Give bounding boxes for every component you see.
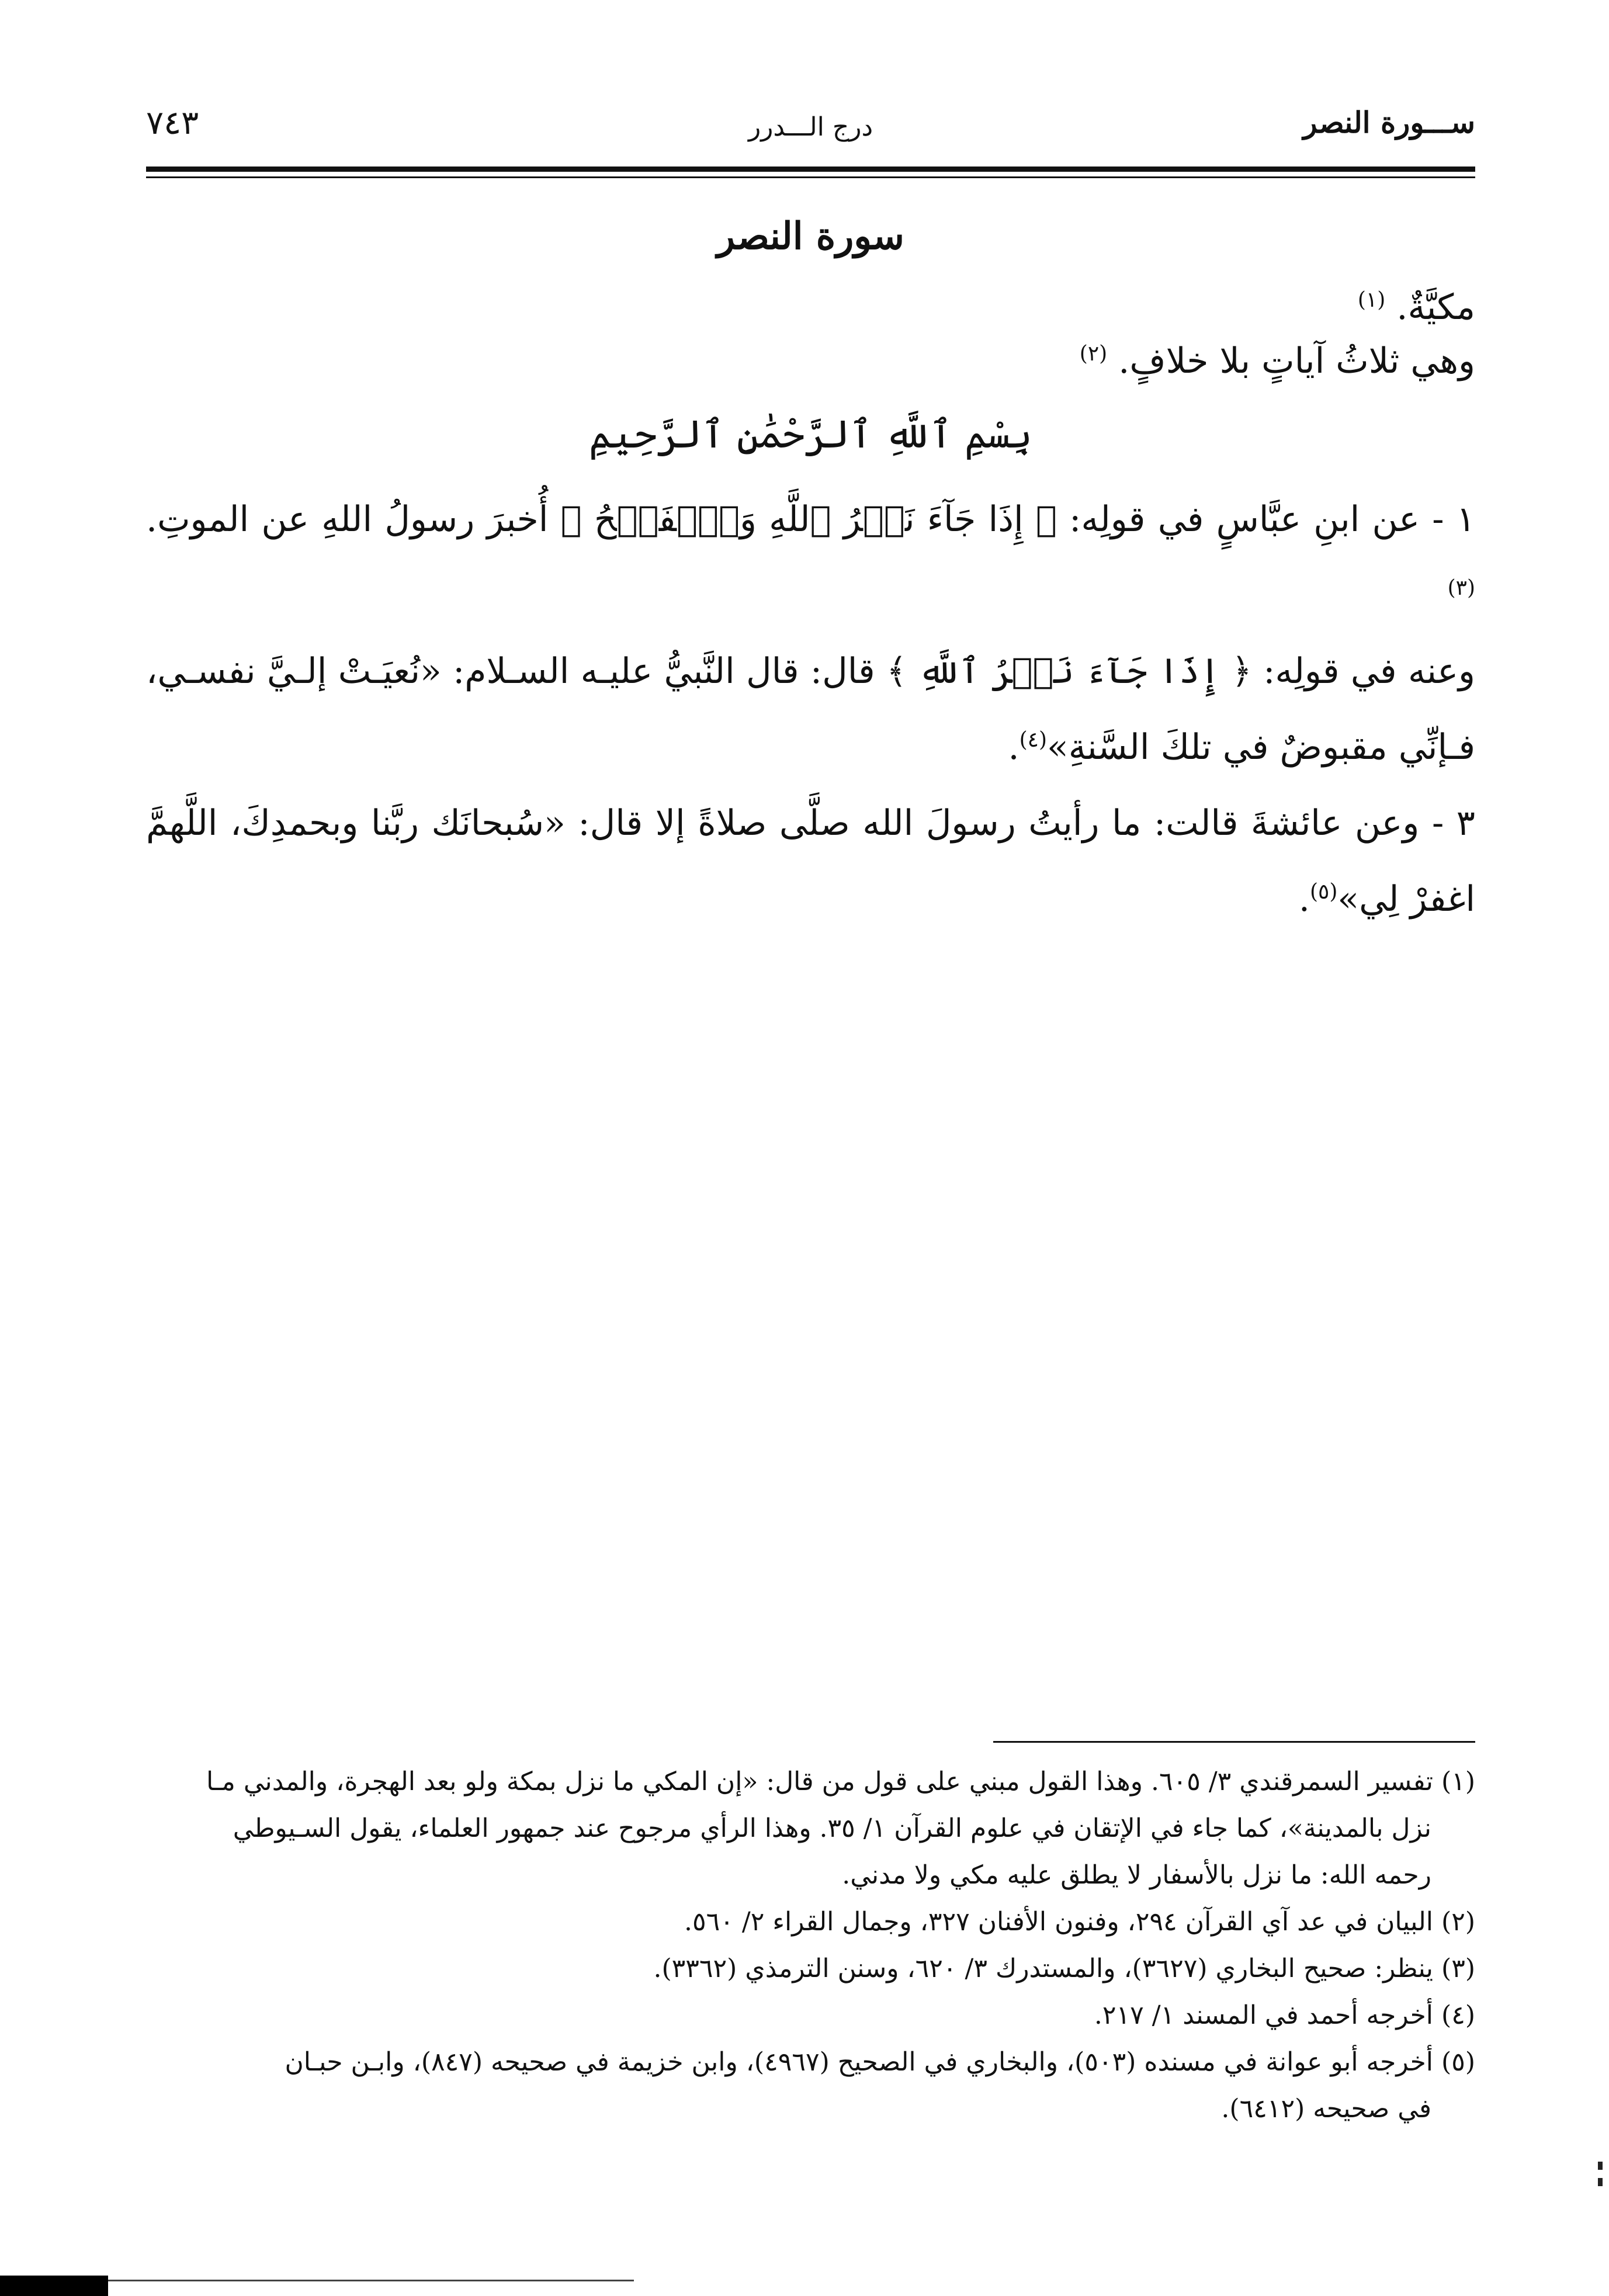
- scan-edge-mark: [1598, 2162, 1603, 2170]
- footnote-ref: (٢): [1079, 342, 1108, 366]
- scan-edge-bar: [0, 2276, 108, 2296]
- footnote-line: (٢) البيان في عد آي القرآن ٢٩٤، وفنون الأفنان ٣٢٧، وجمال القراء ٢/ ٥٦٠.: [684, 1907, 1475, 1937]
- footnote-ref: (٥): [1309, 880, 1338, 904]
- intro-line: [146, 280, 1475, 334]
- header-book-title: درج الـــدرر: [748, 112, 873, 142]
- paragraph-text: وعنه في قولِه:: [1251, 651, 1475, 692]
- scan-edge-mark: [1598, 2178, 1603, 2186]
- footnote: [146, 1759, 1475, 1899]
- hadith-paragraph: [146, 785, 1475, 937]
- header-surah-name: ســـورة النصر: [1303, 105, 1475, 140]
- running-header: [146, 88, 1475, 152]
- quran-verse: ﴿ إِذَا جَآءَ نَصۡرُ ٱللَّهِ وَٱلۡفَتۡحُ ﴾: [560, 499, 1057, 540]
- header-page-number: ٧٤٣: [146, 104, 199, 142]
- paragraph-text: .: [1298, 879, 1310, 920]
- footnote-ref: (٤): [1019, 728, 1048, 752]
- footnote-line: نزل بالمدينة»، كما جاء في الإتقان في علوم القرآن ١/ ٣٥. وهذا الرأي مرجوح عند جمهور العلماء، يقول السـيوطي: [233, 1813, 1431, 1843]
- footnote-line: (١) تفسير السمرقندي ٣/ ٦٠٥. وهذا القول مبني على قول من قال: «إن المكي ما نزل بمكة ولو بعد الهجرة، والمدني مـا: [206, 1767, 1475, 1796]
- footnote-line: (٣) ينظر: صحيح البخاري (٣٦٢٧)، والمستدرك ٣/ ٦٢٠، وسنن الترمذي (٣٣٦٢).: [653, 1954, 1475, 1983]
- quran-verse: ﴿ إِذَا جَآءَ نَصۡرُ ٱللَّهِ ﴾: [886, 651, 1252, 692]
- scan-edge-rule: [108, 2280, 634, 2281]
- intro-text: مكيَّةٌ.: [1396, 287, 1475, 328]
- header-rule-thin: [146, 176, 1475, 178]
- footnote-ref: (١): [1357, 288, 1386, 312]
- hadith-paragraph: [146, 633, 1475, 785]
- footnote-line: رحمه الله: ما نزل بالأسفار لا يطلق عليه مكي ولا مدني.: [842, 1860, 1431, 1890]
- footnote-line: (٥) أخرجه أبو عوانة في مسنده (٥٠٣)، والبخاري في الصحيح (٤٩٦٧)، وابن خزيمة في صحيحه (٨٤٧)، وابـن حبـان: [285, 2047, 1475, 2077]
- main-text: [146, 204, 1475, 937]
- footnote: [146, 1899, 1475, 1945]
- intro-line: [146, 334, 1475, 388]
- paragraph-text: أُخبرَ رسولُ اللهِ عن الموتِ.: [146, 499, 561, 540]
- intro-text: وهي ثلاثُ آياتٍ بلا خلافٍ.: [1118, 341, 1475, 381]
- footnote-separator: [993, 1741, 1475, 1743]
- footnote: [146, 1945, 1475, 1992]
- header-rule: [146, 167, 1475, 172]
- footnote-line: (٤) أخرجه أحمد في المسند ١/ ٢١٧.: [1094, 2000, 1475, 2030]
- surah-title: سورة النصر: [717, 214, 904, 258]
- hadith-paragraph: [146, 481, 1475, 633]
- paragraph-text: قال: قال النَّبيُّ عليـه السـلام: «نُعيَـتْ إلـيَّ نفسـي، فـإنِّي مقبوضٌ في تلكَ السَّنةِ»: [146, 651, 1475, 768]
- paragraph-text: ١ - عن ابنِ عبَّاسٍ في قولِه:: [1056, 499, 1475, 540]
- paragraph-text: .: [1008, 727, 1020, 768]
- footnote-line: في صحيحه (٦٤١٢).: [1221, 2094, 1431, 2124]
- footnote-ref: (٣): [1447, 576, 1475, 600]
- footnotes: [146, 1759, 1475, 2132]
- basmala: بِسْمِ ٱللَّهِ ٱلرَّحْمَٰنِ ٱلرَّحِيمِ: [588, 412, 1033, 457]
- footnote: [146, 2039, 1475, 2132]
- paragraph-text: ٣ - وعن عائشةَ قالت: ما رأيتُ رسولَ الله صلَّى صلاةً إلا قال: «سُبحانَك ربَّنا وبحمدِكَ، اللَّهمَّ اغفرْ لِي»: [146, 803, 1475, 920]
- footnote: [146, 1992, 1475, 2039]
